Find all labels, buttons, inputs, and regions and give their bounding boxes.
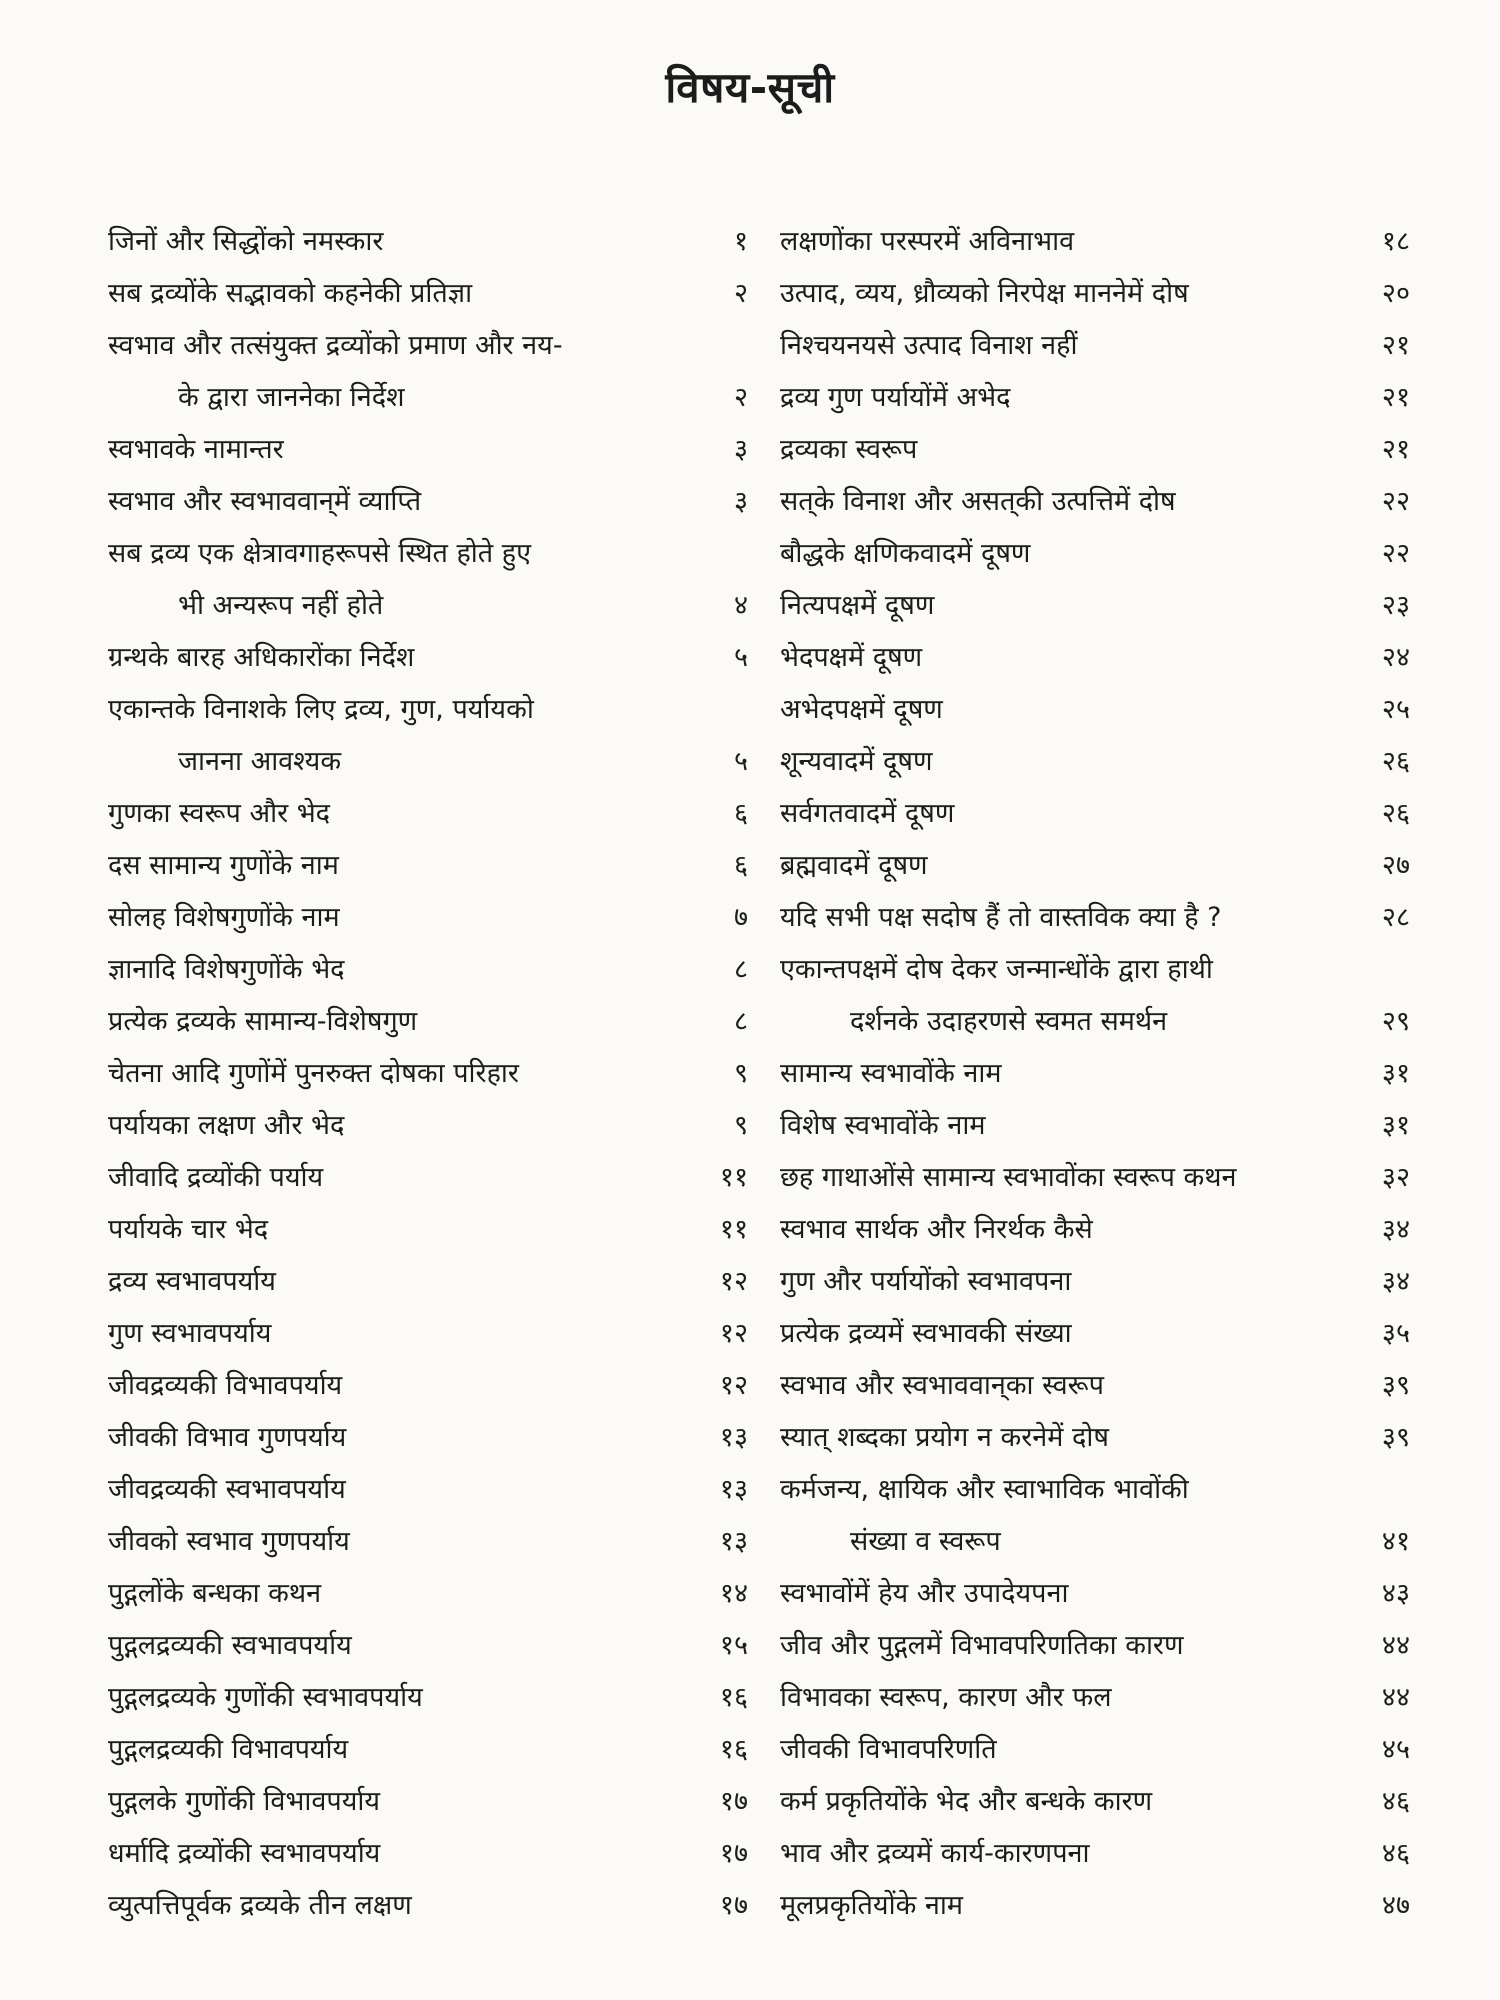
toc-entry — [108, 1620, 748, 1672]
toc-entry-page: २५ — [1381, 694, 1410, 725]
toc-entry — [108, 216, 748, 268]
toc-entry-page: ३९ — [1381, 1370, 1410, 1401]
toc-entry — [780, 1516, 1410, 1568]
toc-entry-page: २ — [733, 382, 748, 413]
toc-entry-page: ४ — [733, 590, 748, 621]
toc-entry — [108, 268, 748, 320]
toc-entry-page: २२ — [1381, 486, 1410, 517]
toc-entry-title: पुद्गलद्रव्यकी विभावपर्याय — [108, 1734, 349, 1765]
toc-entry — [780, 1568, 1410, 1620]
toc-entry — [108, 632, 748, 684]
toc-entry — [780, 580, 1410, 632]
toc-entry-title: द्रव्य स्वभावपर्याय — [108, 1266, 276, 1297]
toc-entry-title: जीवादि द्रव्योंकी पर्याय — [108, 1162, 324, 1193]
toc-entry — [780, 528, 1410, 580]
toc-entry — [108, 372, 748, 424]
toc-entry-title: सोलह विशेषगुणोंके नाम — [108, 902, 340, 933]
toc-entry — [108, 1828, 748, 1880]
toc-entry-title: ग्रन्थके बारह अधिकारोंका निर्देश — [108, 642, 415, 673]
toc-entry — [780, 1672, 1410, 1724]
toc-entry — [780, 1412, 1410, 1464]
toc-entry-page: १ — [733, 226, 748, 257]
toc-entry-page: १३ — [719, 1526, 748, 1557]
toc-entry-page: १४ — [719, 1578, 748, 1609]
toc-entry — [108, 1308, 748, 1360]
toc-entry-title: स्वभाव और स्वभाववान्‌में व्याप्ति — [108, 486, 422, 517]
toc-left-column — [108, 216, 748, 1932]
toc-entry-title: स्वभाव और तत्संयुक्त द्रव्योंको प्रमाण और नय- — [108, 330, 563, 361]
toc-entry-page: ४६ — [1381, 1786, 1410, 1817]
toc-entry-page: ३२ — [1381, 1162, 1410, 1193]
toc-entry-title: एकान्तके विनाशके लिए द्रव्य, गुण, पर्यायको — [108, 694, 534, 725]
toc-entry-title: जीवको स्वभाव गुणपर्याय — [108, 1526, 350, 1557]
toc-entry-page: १२ — [719, 1266, 748, 1297]
toc-right-column — [780, 216, 1410, 1932]
toc-entry-title: व्युत्पत्तिपूर्वक द्रव्यके तीन लक्षण — [108, 1890, 412, 1921]
toc-entry-title: कर्मजन्य, क्षायिक और स्वाभाविक भावोंकी — [780, 1474, 1189, 1505]
toc-entry-title: स्वभाव और स्वभाववान्‌का स्वरूप — [780, 1370, 1104, 1401]
toc-entry-title: छह गाथाओंसे सामान्य स्वभावोंका स्वरूप कथन — [780, 1162, 1237, 1193]
toc-entry-title: बौद्धके क्षणिकवादमें दूषण — [780, 538, 1031, 569]
toc-entry — [780, 996, 1410, 1048]
toc-entry-title: पुद्गलके गुणोंकी विभावपर्याय — [108, 1786, 381, 1817]
toc-entry-title: के द्वारा जाननेका निर्देश — [178, 382, 405, 413]
toc-entry-page: २९ — [1381, 1006, 1410, 1037]
toc-entry-title: अभेदपक्षमें दूषण — [780, 694, 943, 725]
toc-entry-page: ३१ — [1381, 1110, 1410, 1141]
toc-entry — [108, 684, 748, 736]
page-title: विषय-सूची — [665, 63, 835, 112]
toc-entry-page: १५ — [719, 1630, 748, 1661]
toc-entry-page: ३ — [733, 486, 748, 517]
toc-entry — [780, 424, 1410, 476]
toc-entry-title: जानना आवश्यक — [178, 746, 342, 777]
toc-entry-title: सब द्रव्योंके सद्भावको कहनेकी प्रतिज्ञा — [108, 278, 473, 309]
toc-entry-page: ११ — [719, 1162, 748, 1193]
toc-entry-title: द्रव्य गुण पर्यायोंमें अभेद — [780, 382, 1011, 413]
toc-entry-title: सर्वगतवादमें दूषण — [780, 798, 955, 829]
toc-entry — [780, 944, 1410, 996]
toc-entry — [108, 580, 748, 632]
toc-entry-page: १६ — [719, 1682, 748, 1713]
toc-entry — [780, 840, 1410, 892]
toc-entry-title: विभावका स्वरूप, कारण और फल — [780, 1682, 1112, 1713]
toc-entry-title: भाव और द्रव्यमें कार्य-कारणपना — [780, 1838, 1090, 1869]
toc-entry — [108, 1776, 748, 1828]
toc-entry-title: जिनों और सिद्धोंको नमस्कार — [108, 226, 384, 257]
toc-entry-title: दस सामान्य गुणोंके नाम — [108, 850, 339, 881]
toc-entry-page: ३ — [733, 434, 748, 465]
toc-entry-page: २१ — [1381, 382, 1410, 413]
toc-entry-title: पुद्गलोंके बन्धका कथन — [108, 1578, 322, 1609]
toc-entry-page: ३४ — [1381, 1214, 1410, 1245]
toc-entry-title: स्वभावोंमें हेय और उपादेयपना — [780, 1578, 1069, 1609]
toc-entry-title: विशेष स्वभावोंके नाम — [780, 1110, 986, 1141]
toc-entry-page: ४६ — [1381, 1838, 1410, 1869]
toc-entry-page: ३१ — [1381, 1058, 1410, 1089]
toc-entry — [108, 1204, 748, 1256]
toc-entry-page: ८ — [733, 1006, 748, 1037]
toc-entry — [108, 1880, 748, 1932]
toc-entry-page: ३५ — [1381, 1318, 1410, 1349]
toc-entry — [108, 892, 748, 944]
toc-entry — [108, 476, 748, 528]
toc-entry — [108, 1724, 748, 1776]
toc-entry — [780, 476, 1410, 528]
toc-entry-page: २८ — [1381, 902, 1410, 933]
toc-entry-page: २१ — [1381, 330, 1410, 361]
toc-entry — [780, 1152, 1410, 1204]
toc-entry — [108, 1152, 748, 1204]
toc-entry — [108, 996, 748, 1048]
toc-entry-title: उत्पाद, व्यय, ध्रौव्यको निरपेक्ष माननेमें दोष — [780, 278, 1189, 309]
toc-entry-title: पर्यायका लक्षण और भेद — [108, 1110, 345, 1141]
toc-entry-title: जीवकी विभावपरिणति — [780, 1734, 997, 1765]
toc-entry-page: ९ — [733, 1110, 748, 1141]
toc-entry — [108, 944, 748, 996]
toc-entry — [108, 788, 748, 840]
toc-entry-title: प्रत्येक द्रव्यमें स्वभावकी संख्या — [780, 1318, 1072, 1349]
toc-entry-page: १६ — [719, 1734, 748, 1765]
toc-entry-title: कर्म प्रकृतियोंके भेद और बन्धके कारण — [780, 1786, 1153, 1817]
toc-entry — [780, 1620, 1410, 1672]
toc-entry — [780, 1204, 1410, 1256]
toc-entry-title: एकान्तपक्षमें दोष देकर जन्मान्धोंके द्वारा हाथी — [780, 954, 1213, 985]
toc-entry — [780, 1360, 1410, 1412]
toc-entry — [780, 1256, 1410, 1308]
toc-entry-title: चेतना आदि गुणोंमें पुनरुक्त दोषका परिहार — [108, 1058, 519, 1089]
toc-entry-page: ४७ — [1381, 1890, 1410, 1921]
toc-entry — [108, 1672, 748, 1724]
toc-entry-title: द्रव्यका स्वरूप — [780, 434, 918, 465]
toc-entry-title: ज्ञानादि विशेषगुणोंके भेद — [108, 954, 345, 985]
toc-entry-page: १७ — [719, 1838, 748, 1869]
toc-entry-title: दर्शनके उदाहरणसे स्वमत समर्थन — [850, 1006, 1168, 1037]
toc-entry — [780, 892, 1410, 944]
toc-entry-page: २६ — [1381, 798, 1410, 829]
toc-entry — [108, 528, 748, 580]
toc-entry-title: पर्यायके चार भेद — [108, 1214, 269, 1245]
toc-entry-title: भी अन्यरूप नहीं होते — [178, 590, 384, 621]
toc-entry-title: सब द्रव्य एक क्षेत्रावगाहरूपसे स्थित होते हुए — [108, 538, 532, 569]
toc-entry-page: ६ — [733, 850, 748, 881]
toc-entry-page: ७ — [733, 902, 748, 933]
toc-entry-page: २४ — [1381, 642, 1410, 673]
toc-entry-page: २६ — [1381, 746, 1410, 777]
toc-entry-title: स्वभावके नामान्तर — [108, 434, 284, 465]
toc-entry-page: ४३ — [1381, 1578, 1410, 1609]
toc-entry-title: पुद्गलद्रव्यकी स्वभावपर्याय — [108, 1630, 352, 1661]
toc-entry — [108, 320, 748, 372]
toc-entry-page: २७ — [1381, 850, 1410, 881]
toc-entry — [780, 1308, 1410, 1360]
toc-entry-title: यदि सभी पक्ष सदोष हैं तो वास्तविक क्या है ? — [780, 902, 1222, 933]
toc-entry-title: पुद्गलद्रव्यके गुणोंकी स्वभावपर्याय — [108, 1682, 423, 1713]
toc-entry-page: २ — [733, 278, 748, 309]
toc-entry-page: ३४ — [1381, 1266, 1410, 1297]
toc-entry — [780, 1048, 1410, 1100]
toc-entry — [780, 372, 1410, 424]
toc-entry-title: प्रत्येक द्रव्यके सामान्य-विशेषगुण — [108, 1006, 418, 1037]
toc-entry-title: निश्चयनयसे उत्पाद विनाश नहीं — [780, 330, 1078, 361]
toc-entry-page: ८ — [733, 954, 748, 985]
toc-entry-title: जीवकी विभाव गुणपर्याय — [108, 1422, 347, 1453]
toc-entry-title: नित्यपक्षमें दूषण — [780, 590, 935, 621]
toc-entry — [108, 1568, 748, 1620]
toc-entry — [780, 1464, 1410, 1516]
toc-entry-page: १३ — [719, 1422, 748, 1453]
toc-entry-title: धर्मादि द्रव्योंकी स्वभावपर्याय — [108, 1838, 381, 1869]
toc-entry — [108, 424, 748, 476]
toc-entry-title: ब्रह्मवादमें दूषण — [780, 850, 928, 881]
toc-entry-page: १७ — [719, 1786, 748, 1817]
toc-entry — [108, 736, 748, 788]
toc-entry — [780, 1828, 1410, 1880]
toc-entry-title: गुणका स्वरूप और भेद — [108, 798, 331, 829]
toc-entry — [780, 320, 1410, 372]
toc-entry — [780, 632, 1410, 684]
toc-entry-title: लक्षणोंका परस्परमें अविनाभाव — [780, 226, 1075, 257]
toc-entry-page: ६ — [733, 798, 748, 829]
toc-entry — [780, 1724, 1410, 1776]
toc-entry — [780, 736, 1410, 788]
toc-entry-page: ४४ — [1381, 1630, 1410, 1661]
toc-entry-title: गुण स्वभावपर्याय — [108, 1318, 272, 1349]
toc-entry-title: जीवद्रव्यकी विभावपर्याय — [108, 1370, 343, 1401]
toc-entry-title: स्वभाव सार्थक और निरर्थक कैसे — [780, 1214, 1093, 1245]
toc-entry-title: जीवद्रव्यकी स्वभावपर्याय — [108, 1474, 346, 1505]
toc-entry — [108, 840, 748, 892]
toc-entry — [108, 1412, 748, 1464]
toc-entry — [780, 1880, 1410, 1932]
toc-entry-page: ५ — [733, 642, 748, 673]
toc-entry-title: सामान्य स्वभावोंके नाम — [780, 1058, 1002, 1089]
toc-entry — [780, 1776, 1410, 1828]
toc-entry-page: २२ — [1381, 538, 1410, 569]
toc-entry — [780, 788, 1410, 840]
toc-entry — [108, 1100, 748, 1152]
toc-entry — [780, 1100, 1410, 1152]
toc-entry-page: ११ — [719, 1214, 748, 1245]
toc-entry-title: स्यात् शब्दका प्रयोग न करनेमें दोष — [780, 1422, 1109, 1453]
toc-entry — [780, 684, 1410, 736]
toc-entry — [108, 1516, 748, 1568]
toc-entry — [108, 1360, 748, 1412]
toc-entry-title: गुण और पर्यायोंको स्वभावपना — [780, 1266, 1072, 1297]
toc-entry-page: १२ — [719, 1318, 748, 1349]
toc-entry-page: ४१ — [1381, 1526, 1410, 1557]
toc-entry — [780, 268, 1410, 320]
toc-entry-page: ४४ — [1381, 1682, 1410, 1713]
toc-entry-page: ४५ — [1381, 1734, 1410, 1765]
toc-entry-page: ९ — [733, 1058, 748, 1089]
toc-entry-page: १३ — [719, 1474, 748, 1505]
toc-entry — [108, 1256, 748, 1308]
toc-entry-page: २३ — [1381, 590, 1410, 621]
toc-entry — [108, 1464, 748, 1516]
toc-entry-page: १२ — [719, 1370, 748, 1401]
toc-entry-title: भेदपक्षमें दूषण — [780, 642, 923, 673]
toc-entry-page: ५ — [733, 746, 748, 777]
toc-entry-page: १८ — [1381, 226, 1410, 257]
toc-entry-title: शून्यवादमें दूषण — [780, 746, 933, 777]
toc-entry-page: १७ — [719, 1890, 748, 1921]
toc-entry — [108, 1048, 748, 1100]
toc-entry-page: २० — [1381, 278, 1410, 309]
toc-entry-title: सत्‌के विनाश और असत्‌की उत्पत्तिमें दोष — [780, 486, 1176, 517]
toc-entry-title: संख्या व स्वरूप — [850, 1526, 1001, 1557]
toc-entry-title: मूलप्रकृतियोंके नाम — [780, 1890, 964, 1921]
toc-entry-page: २१ — [1381, 434, 1410, 465]
toc-entry-title: जीव और पुद्गलमें विभावपरिणतिका कारण — [780, 1630, 1184, 1661]
toc-entry — [780, 216, 1410, 268]
toc-entry-page: ३९ — [1381, 1422, 1410, 1453]
